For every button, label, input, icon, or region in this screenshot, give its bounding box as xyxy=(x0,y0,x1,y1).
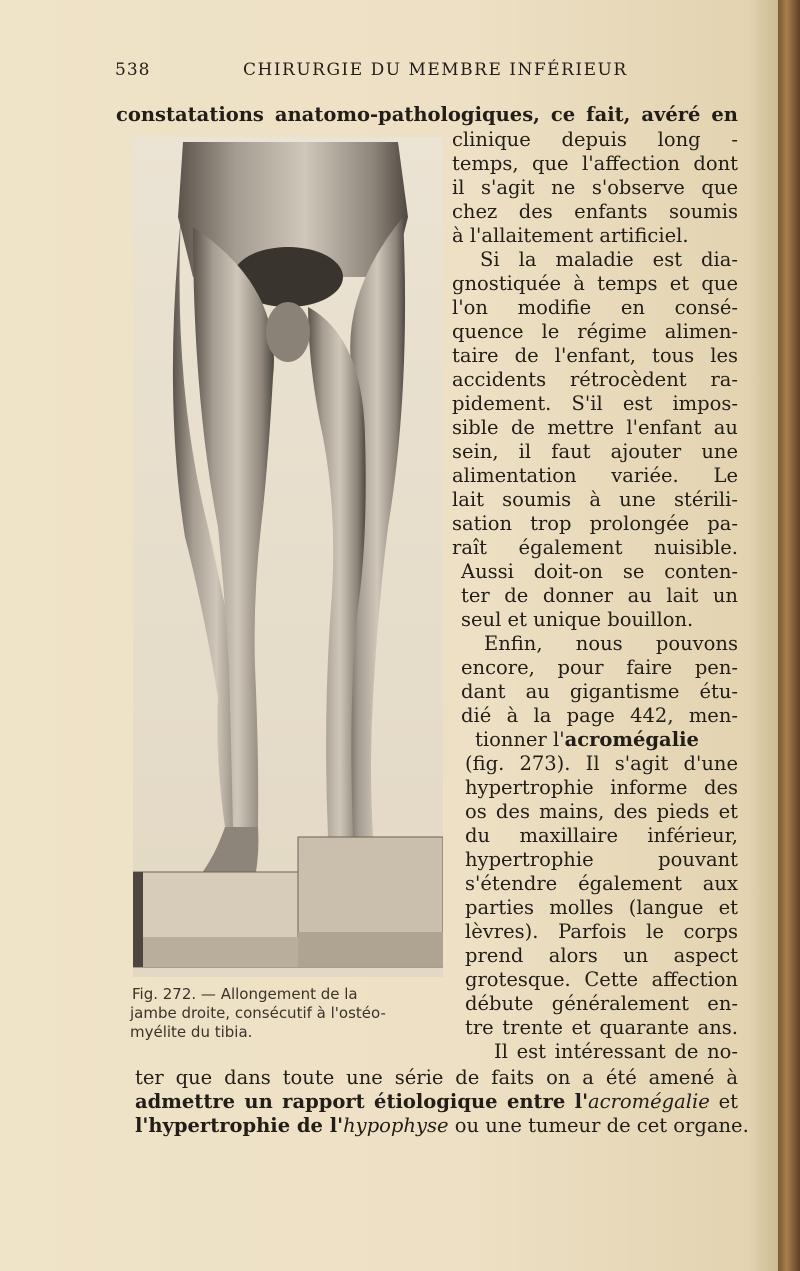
text-line-39: tre trente et quarante ans. xyxy=(465,1016,738,1039)
text-line-10: quence le régime alimen- xyxy=(452,320,738,343)
acromegalie-italic: acromégalie xyxy=(588,1090,710,1113)
text-line-13: pidement. S'il est impos- xyxy=(452,392,738,415)
caption-line-2: jambe droite, consécutif à l'ostéo- xyxy=(130,1004,386,1022)
text-line-24: encore, pour faire pen- xyxy=(461,656,738,679)
text-line-11: taire de l'enfant, tous les xyxy=(452,344,738,367)
text-line-29: hypertrophie informe des xyxy=(465,776,738,799)
text-line-12: accidents rétrocèdent ra- xyxy=(452,368,738,391)
caption-line-1: Fig. 272. — Allongement de la xyxy=(132,985,358,1003)
text-line-40: Il est intéressant de no- xyxy=(494,1040,738,1063)
text-line-42 xyxy=(135,1090,738,1114)
text-line-7: Si la maladie est dia- xyxy=(480,248,738,271)
acromegalie-bold: acromégalie xyxy=(564,728,699,751)
text-line-34: parties molles (langue et xyxy=(465,896,738,919)
text-line-32: hypertrophie pouvant xyxy=(465,848,738,871)
text-line-33: s'étendre également aux xyxy=(465,872,738,895)
text-line-17: lait soumis à une stérili- xyxy=(452,488,738,511)
line-1-text: constatations anatomo-pathologiques, ce fait, avéré en xyxy=(116,103,738,126)
text-line-35: lèvres). Parfois le corps xyxy=(465,920,738,943)
text-line-28: (fig. 273). Il s'agit d'une xyxy=(465,752,738,775)
text-line-31: du maxillaire inférieur, xyxy=(465,824,738,847)
line-42-end: et xyxy=(709,1090,739,1113)
text-line-20: Aussi doit-on se conten- xyxy=(461,560,738,583)
text-line-15: sein, il faut ajouter une xyxy=(452,440,738,463)
text-line-18: sation trop prolongée pa- xyxy=(452,512,738,535)
text-line-25: dant au gigantisme étu- xyxy=(461,680,738,703)
text-line-26: dié à la page 442, men- xyxy=(461,704,738,727)
text-line-43 xyxy=(135,1114,749,1138)
text-line-36: prend alors un aspect xyxy=(465,944,738,967)
line-27-text: tionner l' xyxy=(475,728,565,751)
text-line-38: débute généralement en- xyxy=(465,992,738,1015)
text-line-27 xyxy=(475,728,738,752)
text-line-14: sible de mettre l'enfant au xyxy=(452,416,738,439)
book-spine-edge xyxy=(778,0,800,1271)
text-line-6: à l'allaitement artificiel. xyxy=(452,224,689,247)
text-line-23: Enfin, nous pouvons xyxy=(484,632,738,655)
text-line-41: ter que dans toute une série de faits on a été amené à xyxy=(135,1066,738,1089)
text-line-22: seul et unique bouillon. xyxy=(461,608,694,631)
text-line-4: il s'agit ne s'observe que xyxy=(452,176,738,199)
text-line-2: clinique depuis long - xyxy=(452,128,738,151)
text-line-21: ter de donner au lait un xyxy=(461,584,738,607)
text-line-30: os des mains, des pieds et xyxy=(465,800,738,823)
line-42-text: admettre un rapport étiologique entre l' xyxy=(135,1090,589,1113)
text-line-16: alimentation variée. Le xyxy=(452,464,738,487)
hypophyse-italic: hypophyse xyxy=(343,1114,449,1137)
running-header xyxy=(115,60,715,86)
text-line-37: grotesque. Cette affection xyxy=(465,968,738,991)
caption-line-3: myélite du tibia. xyxy=(130,1023,253,1041)
text-line-19: raît également nuisible. xyxy=(452,536,738,559)
text-line-3: temps, que l'affection dont xyxy=(452,152,738,175)
text-line-8: gnostiquée à temps et que xyxy=(452,272,738,295)
text-line-5: chez des enfants soumis xyxy=(452,200,738,223)
figure-272-photograph xyxy=(133,137,443,977)
line-43-text: l'hypertrophie de l' xyxy=(135,1114,344,1137)
page-number: 538 xyxy=(115,60,151,80)
figure-caption xyxy=(130,985,460,1042)
text-line-9: l'on modifie en consé- xyxy=(452,296,738,319)
text-line-1 xyxy=(116,103,738,127)
line-43-end: ou une tumeur de cet organe. xyxy=(448,1114,749,1137)
running-title: CHIRURGIE DU MEMBRE INFÉRIEUR xyxy=(243,60,628,80)
